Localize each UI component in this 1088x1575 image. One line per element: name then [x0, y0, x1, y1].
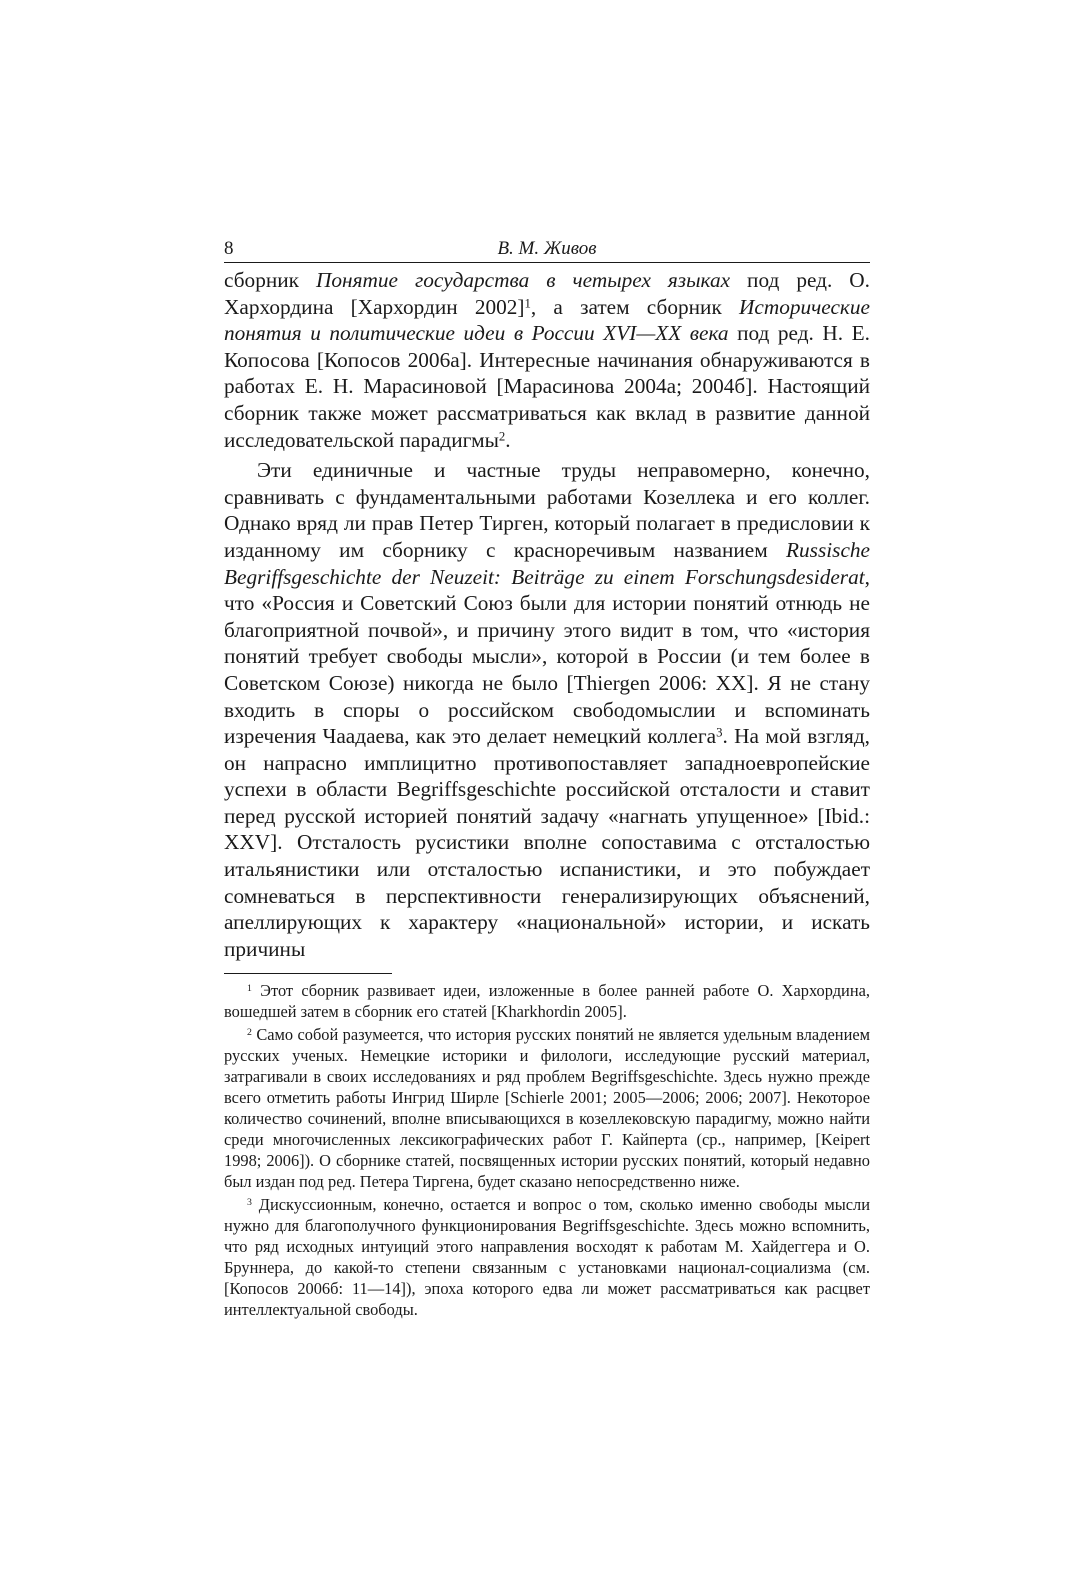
footnote-marker: 1	[247, 983, 252, 995]
footnote-ref: 1	[524, 296, 531, 311]
footnote: $^2$ Само собой разумеется, что история русских понятий не является удельным владением русских ученых. Немецкие историки и филологи, исследующие русский материал, затрагивали в своих исследованиях и ряд проблем Begriffsgeschichte. Здесь нужно прежде всего отметить работы Ингрид Ширле [Schierle 2001; 2005—2006; 2006; 2007]. Некоторое количество сочинений, вполне вписывающихся в козеллековскую парадигму, можно найти среди многочисленных лексикографических работ Г. Кайперта (ср., например, [Keipert 1998; 2006]). О сборнике статей, посвященных истории русских понятий, который недавно был издан под ред. Петера Тиргена, будет сказано непосредственно ниже.	[224, 1025, 870, 1192]
running-head-author: В. М. Живов	[497, 238, 597, 259]
running-head	[224, 232, 870, 263]
paragraph: сборник Понятие государства в четырех языках под ред. О. Хархордина [Хархордин 2002]$^1$, а затем сборник Исторические понятия и политические идеи в России XVI—XX века под ред. Н. Е. Копосова [Копосов 2006а]. Интересные начинания обнаруживаются в работах Е. Н. Марасиновой [Марасинова 2004а; 2004б]. Настоящий сборник также может рассматриваться как вклад в развитие данной исследовательской парадигмы$^2$.	[224, 268, 870, 452]
footnote-divider	[224, 973, 392, 974]
footnote: $^1$ Этот сборник развивает идеи, изложенные в более ранней работе О. Хархордина, вошедшей затем в сборник его статей [Kharkhordin 2005].	[224, 981, 870, 1022]
main-text	[224, 267, 870, 962]
book-page	[224, 232, 870, 1322]
footnotes	[224, 980, 870, 1320]
footnote-ref: 3	[716, 725, 723, 740]
footnote-marker: 2	[247, 1027, 252, 1039]
footnote-ref: 2	[498, 429, 506, 444]
footnote-marker: 3	[247, 1197, 252, 1209]
footnote: $^3$ Дискуссионным, конечно, остается и вопрос о том, сколько именно свободы мысли нужно для благополучного функционирования Begriffsgeschichte. Здесь можно вспомнить, что ряд исходных интуиций этого направления восходят к работам М. Хайдеггера и О. Бруннера, до какой-то степени связанным с установками национал-социализма (см. [Копосов 2006б: 11—14]), эпоха которого едва ли может рассматриваться как расцвет интеллектуальной свободы.	[224, 1195, 870, 1320]
paragraph: Эти единичные и частные труды неправомерно, конечно, сравнивать с фундаментальными работами Козеллека и его коллег. Однако вряд ли прав Петер Тирген, который полагает в предисловии к изданному им сборнику с красноречивым названием Russische Begriffsgeschichte der Neuzeit: Beiträge zu einem Forschungsdesiderat, что «Россия и Советский Союз были для истории понятий отнюдь не благоприятной почвой», и причину этого видит в том, что «история понятий требует свободы мысли», которой в России (и тем более в Советском Союзе) никогда не было [Thiergen 2006: XX]. Я не стану входить в споры о российском свободомыслии и вспоминать изречения Чаадаева, как это делает немецкий коллега$^3$. На мой взгляд, он напрасно имплицитно противопоставляет западноевропейские успехи в области Begriffsgeschichte российской отсталости и ставит перед русской историей понятий задачу «нагнать упущенное» [Ibid.: XXV]. Отсталость русистики вполне сопоставима с отсталостью итальянистики или отсталостью испанистики, и это побуждает сомневаться в перспективности генерализирующих объяснений, апеллирующих к характеру «национальной» истории, и искать причины	[224, 458, 870, 961]
page-number: 8	[224, 238, 234, 259]
book-title: Russische Begriffsgeschichte der Neuzeit: Beiträge zu einem Forschungsdesiderat	[224, 537, 870, 589]
book-title: Исторические понятия и политические идеи в России XVI—XX века	[224, 294, 870, 346]
book-title: Понятие государства в четырех языках	[315, 268, 731, 292]
